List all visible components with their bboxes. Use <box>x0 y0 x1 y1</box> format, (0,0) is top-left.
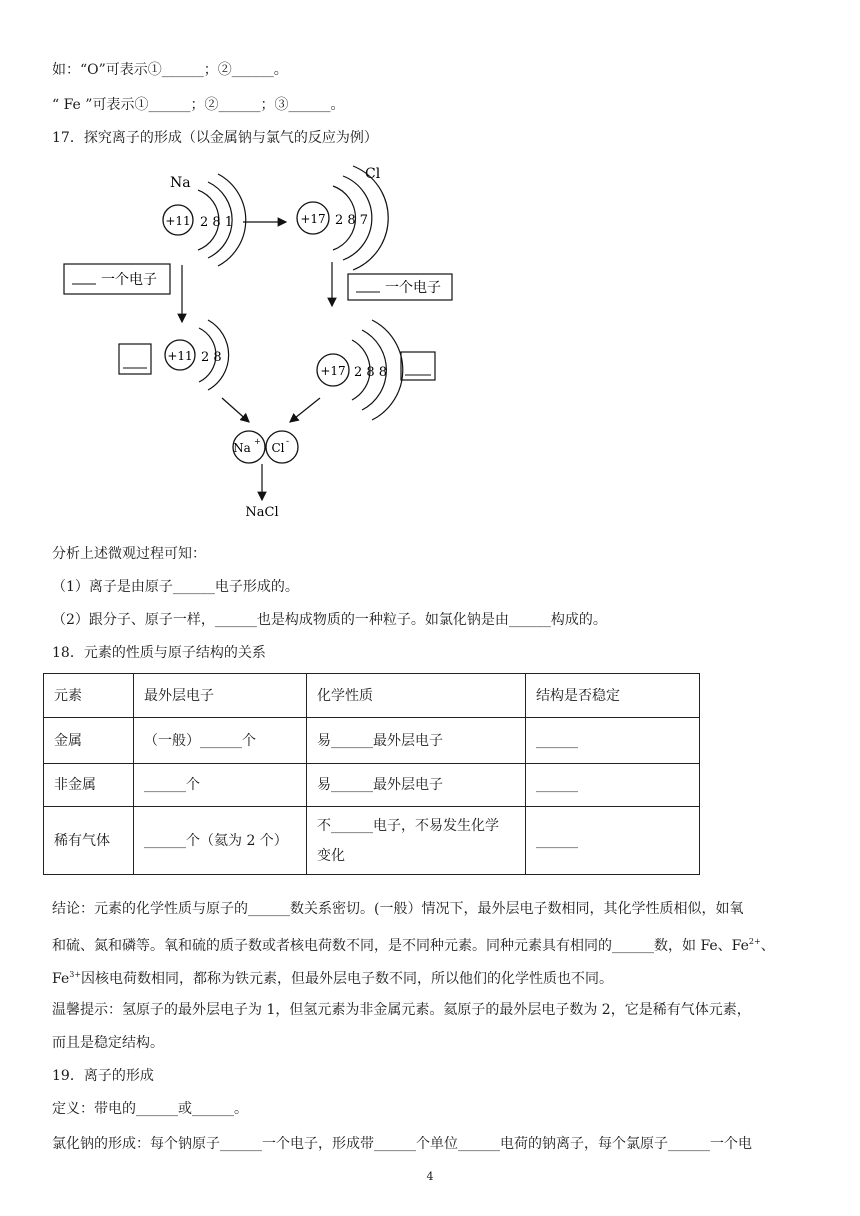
na-ion-sup: + <box>254 437 261 446</box>
answer-2: （2）跟分子、原子一样，______也是构成物质的一种粒子。如氯化钠是由______构成的。 <box>52 612 607 628</box>
table-header: 结构是否稳定 <box>526 674 700 718</box>
table-header: 化学性质 <box>307 674 526 718</box>
cl-ion-nucleus-label: +17 <box>320 364 346 378</box>
ion-formation-diagram <box>0 150 860 550</box>
element-property-table <box>43 673 700 875</box>
table-cell: 易______最外层电子 <box>307 764 526 807</box>
na-ion-arrow <box>222 398 249 422</box>
na-ion-shells: 2 8 <box>201 350 222 365</box>
conclusion-text: 和硫、氮和磷等。氧和硫的质子数或者核电荷数不同，是不同种元素。同种元素具有相同的______数，如 Fe、Fe <box>52 938 749 954</box>
nacl-formation-line: 氯化钠的形成：每个钠原子______一个电子，形成带______个单位______电荷的钠离子，每个氯原子______一个电 <box>52 1136 752 1152</box>
cl-ion-text: Cl <box>271 441 285 455</box>
table-header: 元素 <box>44 674 134 718</box>
table-cell: ______ <box>526 807 700 875</box>
conclusion-line-3 <box>52 965 613 989</box>
na-ion-charge-box <box>119 344 151 374</box>
na-shells: 2 8 1 <box>200 215 234 230</box>
lose-electron-text: 一个电子 <box>101 272 157 288</box>
table-row <box>44 807 700 875</box>
table-cell-line: 变化 <box>317 847 345 864</box>
cl-label: Cl <box>365 166 381 182</box>
q17-title: 17．探究离子的形成（以金属钠与氯气的反应为例） <box>52 130 378 146</box>
cl-ion-charge-box <box>401 352 435 380</box>
fe-text: Fe <box>52 971 70 987</box>
na-ion-nucleus-label: +11 <box>167 349 193 363</box>
table-cell-line: 不______电子，不易发生化学 <box>317 817 499 834</box>
charge-sup: 2+ <box>748 937 761 946</box>
cl-ion-arrow <box>290 398 320 422</box>
cl-shells: 2 8 7 <box>335 213 369 228</box>
q19-title: 19．离子的形成 <box>52 1068 154 1084</box>
table-cell <box>307 807 526 875</box>
answer-1: （1）离子是由原子______电子形成的。 <box>52 579 299 595</box>
conclusion-text: 因核电荷数相同，都称为铁元素，但最外层电子数不同，所以他们的化学性质也不同。 <box>81 971 614 987</box>
table-cell: 稀有气体 <box>44 807 134 875</box>
table-cell: 非金属 <box>44 764 134 807</box>
table-cell: ______ <box>526 718 700 764</box>
table-cell: （一般）______个 <box>134 718 307 764</box>
table-header: 最外层电子 <box>134 674 307 718</box>
page-number: 4 <box>426 1170 434 1183</box>
conclusion-punct: 、 <box>760 938 775 954</box>
o-symbol-line: 如：“O”可表示①______；②______。 <box>52 62 288 78</box>
tip-line-2: 而且是稳定结构。 <box>52 1035 164 1051</box>
tip-line-1: 温馨提示：氢原子的最外层电子为 1，但氢元素为非金属元素。氦原子的最外层电子数为 2，它是稀有气体元素， <box>52 1002 751 1018</box>
cl-ion-sup: - <box>286 437 290 447</box>
table-cell: ______ <box>526 764 700 807</box>
table-header-row <box>44 674 700 718</box>
charge-sup: 3+ <box>69 970 82 979</box>
table-cell: ______个 <box>134 764 307 807</box>
table-row <box>44 718 700 764</box>
q18-title: 18．元素的性质与原子结构的关系 <box>52 645 266 661</box>
table-cell: 易______最外层电子 <box>307 718 526 764</box>
gain-electron-text: 一个电子 <box>385 280 441 296</box>
table-cell: ______个（氦为 2 个） <box>134 807 307 875</box>
table-row <box>44 764 700 807</box>
cl-nucleus-label: +17 <box>300 212 326 226</box>
cl-ion-shells: 2 8 8 <box>354 365 388 380</box>
definition-line: 定义：带电的______或______。 <box>52 1101 248 1117</box>
conclusion-line-1: 结论：元素的化学性质与原子的______数关系密切。(一般）情况下，最外层电子数相同，其化学性质相似，如氧 <box>52 901 744 917</box>
na-nucleus-label: +11 <box>165 214 191 228</box>
analysis-line: 分析上述微观过程可知： <box>52 546 206 562</box>
na-label: Na <box>170 175 191 191</box>
conclusion-line-2 <box>52 932 775 956</box>
table-cell: 金属 <box>44 718 134 764</box>
na-ion-text: Na <box>233 441 251 455</box>
product-label: NaCl <box>245 505 279 520</box>
fe-symbol-line: “ Fe ”可表示①______；②______；③______。 <box>52 97 345 113</box>
